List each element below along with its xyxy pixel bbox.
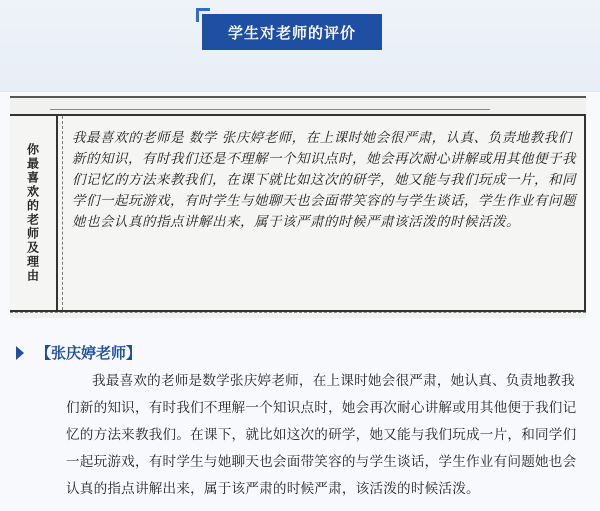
scan-form-table [10,114,586,312]
scan-label: 你最喜欢的老师及理由 [25,143,40,283]
section-title: 【张庆婷老师】 [36,344,142,362]
handwritten-text: 我最喜欢的老师是 数学 张庆婷老师，在上课时她会很严肃，认真、负责地教我们新的知识，有时我们还是不理解一个知识点时，她会再次耐心讲解或用其他便于我们记忆的方法来教我们，在课下就比如这次的研学，她又能与我们玩成一片，和同学们一起玩游戏，有时学生与她聊天也会面带笑容的与学生谈话，学生作业有问题她也会认真的指点讲解出来，属于该严肃的时候严肃该活泼的时候活泼。 [72,130,576,230]
page-title: 学生对老师的评价 [202,14,382,50]
scan-bottom-rule [10,312,586,318]
section-heading [16,342,141,363]
scan-label-cell [10,116,58,310]
scan-divider [62,116,63,310]
triangle-bullet-icon [16,346,24,360]
handwritten-scan [10,96,586,318]
scan-top-rule [50,102,490,110]
section-body-text: 我最喜欢的老师是数学张庆婷老师，在上课时她会很严肃，她认真、负责地教我们新的知识，有时我们不理解一个知识点时，她会再次耐心讲解或用其他便于我们记忆的方法来教我们。在课下，就比如这次的研学，她又能与我们玩成一片，和同学们一起玩游戏，有时学生与她聊天也会面带笑容的与学生谈话，学生作业有问题她也会认真的指点讲解出来，属于该严肃的时候严肃，该活泼的时候活泼。 [66,373,577,497]
